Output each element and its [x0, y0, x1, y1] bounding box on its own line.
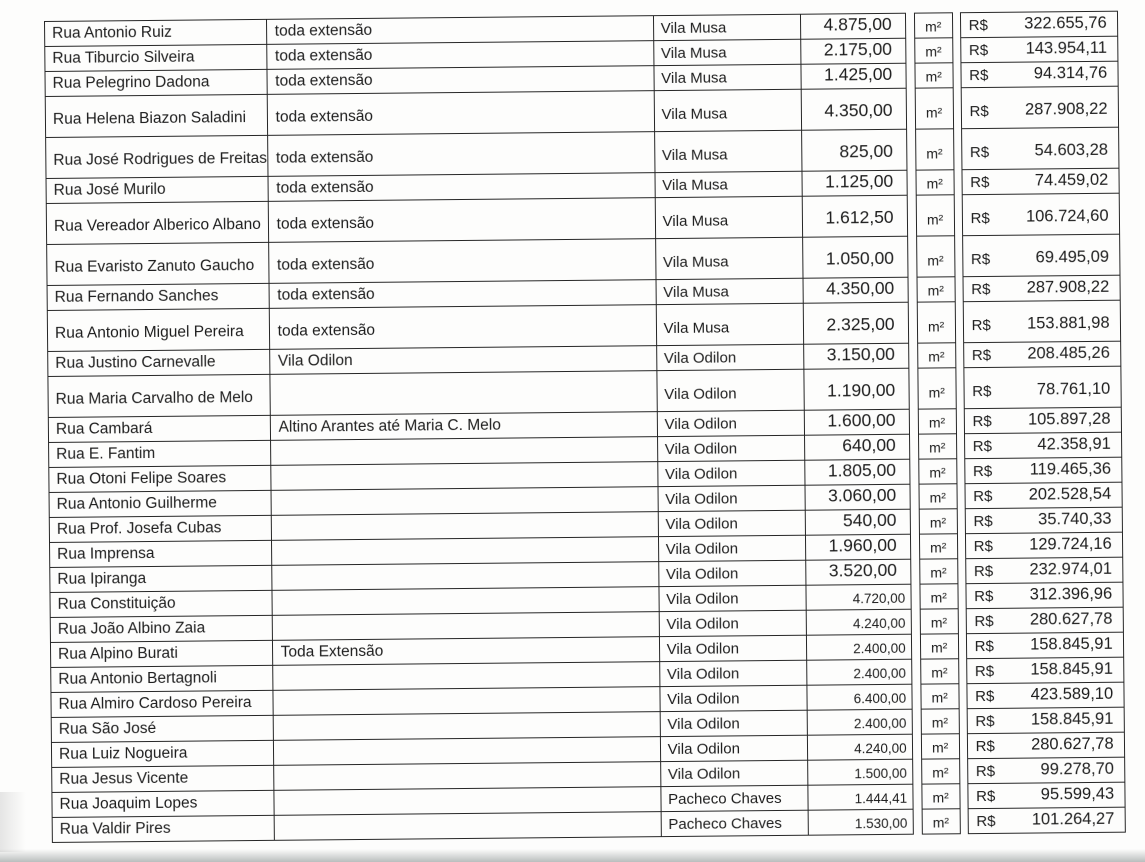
currency-value-cell	[967, 732, 1124, 759]
currency-value-cell	[962, 193, 1119, 236]
street-cell: Rua Valdir Pires	[52, 815, 274, 842]
currency-label: R$	[972, 412, 992, 431]
area-cell: 1.960,00	[805, 534, 910, 560]
extent-cell: toda extensão	[267, 66, 654, 95]
table-row	[967, 732, 1124, 759]
value-label: 105.897,28	[1027, 409, 1111, 429]
area-cell: 4.350,00	[803, 277, 908, 303]
district-cell: Vila Odilon	[656, 344, 803, 370]
area-cell: 1.125,00	[802, 170, 907, 196]
main-table-body	[45, 13, 914, 842]
table-row	[965, 507, 1122, 534]
street-cell: Rua Luiz Nogueira	[51, 740, 273, 767]
unit-cell: m²	[920, 659, 958, 684]
unit-cell: m²	[918, 459, 956, 484]
unit-cell: m²	[919, 484, 957, 509]
currency-label: R$	[974, 587, 994, 606]
value-label: 280.627,78	[1029, 609, 1113, 629]
value-label: 35.740,33	[1038, 509, 1112, 529]
currency-value-cell	[968, 807, 1125, 834]
extent-cell	[271, 537, 658, 566]
unit-cell: m²	[915, 88, 953, 129]
street-cell: Rua Joaquim Lopes	[52, 790, 274, 817]
value-label: 287.908,22	[1026, 277, 1110, 297]
area-cell: 2.325,00	[803, 302, 908, 344]
extent-cell: toda extensão	[268, 239, 655, 284]
extent-cell	[271, 487, 658, 516]
currency-label: R$	[974, 662, 995, 681]
currency-label: R$	[968, 16, 989, 35]
area-cell: 1.444,41	[808, 784, 913, 810]
table-row	[962, 168, 1119, 195]
unit-cell: m²	[914, 13, 952, 38]
extent-cell: toda extensão	[269, 305, 656, 350]
unit-cell: m²	[920, 609, 958, 634]
unit-cell: m²	[917, 277, 955, 302]
area-cell: 4.240,00	[807, 734, 912, 760]
street-cell: Rua Antonio Miguel Pereira	[47, 308, 269, 351]
table-row	[966, 607, 1123, 634]
currency-label: R$	[974, 637, 994, 656]
currency-label: R$	[972, 382, 992, 401]
streets-main-table	[44, 13, 914, 843]
value-label: 158.845,91	[1030, 659, 1114, 679]
currency-label: R$	[970, 250, 991, 269]
value-label: 232.974,01	[1029, 559, 1113, 579]
table-row	[921, 684, 959, 709]
value-label: 119.465,36	[1029, 459, 1112, 479]
table-row	[963, 341, 1120, 368]
extent-cell	[273, 737, 660, 766]
table-row	[917, 302, 955, 343]
currency-label: R$	[975, 712, 995, 731]
area-cell: 2.400,00	[806, 634, 911, 660]
table-row	[918, 459, 956, 484]
unit-cell: m²	[919, 509, 957, 534]
table-row	[914, 38, 952, 63]
table-row	[916, 195, 954, 236]
value-label: 208.485,26	[1027, 343, 1110, 363]
currency-label: R$	[971, 280, 991, 299]
table-row	[920, 584, 958, 609]
street-cell: Rua Cambará	[48, 415, 270, 442]
value-label: 54.603,28	[1034, 140, 1109, 160]
table-row	[967, 757, 1124, 784]
district-cell: Vila Odilon	[657, 410, 804, 436]
currency-value-cell	[966, 607, 1123, 634]
district-cell: Vila Odilon	[660, 685, 807, 711]
value-label: 42.358,91	[1037, 434, 1111, 454]
table-row	[920, 634, 958, 659]
unit-cell: m²	[921, 734, 959, 759]
table-row	[921, 759, 959, 784]
currency-value-cell	[962, 234, 1119, 277]
extent-cell: toda extensão	[267, 132, 654, 177]
district-cell: Vila Musa	[653, 14, 800, 40]
street-cell: Rua Otoni Felipe Soares	[49, 465, 271, 492]
value-label: 99.278,70	[1040, 759, 1114, 779]
table-row	[967, 682, 1124, 709]
currency-value-cell	[967, 757, 1124, 784]
currency-value-cell	[962, 168, 1119, 195]
district-cell: Vila Musa	[655, 237, 802, 279]
unit-cell: m²	[921, 709, 959, 734]
extent-cell	[271, 512, 658, 541]
table-row	[918, 434, 956, 459]
street-cell: Rua Ipiranga	[50, 565, 272, 592]
scan-edge-smudge	[0, 792, 26, 852]
currency-label: R$	[973, 562, 994, 581]
currency-value-cell	[963, 275, 1120, 302]
value-label: 158.845,91	[1030, 709, 1114, 729]
table-row	[920, 659, 958, 684]
currency-label: R$	[975, 762, 996, 781]
currency-value-cell	[964, 366, 1121, 409]
value-table-body	[960, 11, 1125, 833]
currency-label: R$	[968, 41, 989, 60]
area-cell: 3.520,00	[805, 559, 910, 585]
street-cell: Rua Justino Carnevalle	[48, 349, 270, 376]
unit-cell: m²	[921, 759, 959, 784]
unit-table-body	[914, 13, 960, 834]
table-row	[919, 484, 957, 509]
unit-cell: m²	[914, 38, 952, 63]
extent-cell	[273, 712, 660, 741]
street-cell: Rua Imprensa	[50, 540, 272, 567]
street-cell: Rua Vereador Alberico Albano	[46, 201, 268, 244]
table-row	[915, 88, 953, 129]
currency-value-cell	[960, 36, 1117, 63]
extent-cell	[270, 437, 657, 466]
area-cell: 1.425,00	[801, 63, 906, 89]
currency-label: R$	[973, 512, 993, 531]
value-label: 287.908,22	[1024, 99, 1108, 119]
district-cell: Vila Musa	[656, 303, 803, 345]
street-cell: Rua José Rodrigues de Freitas	[46, 135, 268, 178]
currency-value-cell	[960, 11, 1117, 38]
street-cell: Rua E. Fantim	[49, 440, 271, 467]
area-cell: 4.350,00	[801, 88, 906, 130]
extent-cell	[270, 462, 657, 491]
currency-value-cell	[965, 557, 1122, 584]
table-row	[915, 63, 953, 88]
value-label: 69.495,09	[1035, 247, 1110, 267]
area-cell: 1.600,00	[804, 409, 909, 435]
area-cell: 4.875,00	[800, 13, 905, 39]
table-row	[962, 193, 1119, 236]
unit-column-table	[914, 12, 961, 834]
table-row	[965, 482, 1122, 509]
district-cell: Vila Odilon	[658, 535, 805, 561]
table-row	[916, 170, 954, 195]
unit-cell: m²	[917, 302, 955, 343]
district-cell: Vila Musa	[655, 171, 802, 197]
currency-value-cell	[965, 507, 1122, 534]
scan-bottom-shadow	[0, 849, 1145, 862]
unit-cell: m²	[916, 170, 954, 195]
currency-label: R$	[970, 173, 990, 192]
district-cell: Vila Musa	[654, 64, 801, 90]
value-label: 106.724,60	[1025, 206, 1109, 226]
unit-cell: m²	[920, 634, 958, 659]
value-label: 129.724,16	[1029, 534, 1112, 554]
currency-value-cell	[967, 707, 1124, 734]
area-cell: 1.612,50	[802, 195, 907, 237]
unit-cell: m²	[917, 343, 955, 368]
value-label: 143.954,11	[1025, 38, 1108, 58]
district-cell: Vila Odilon	[659, 635, 806, 661]
area-cell: 3.060,00	[805, 484, 910, 510]
table-row	[965, 557, 1122, 584]
extent-cell	[274, 787, 661, 816]
district-cell: Pacheco Chaves	[661, 785, 808, 811]
table-row	[964, 407, 1121, 434]
street-cell: Rua Tiburcio Silveira	[45, 44, 267, 71]
currency-value-cell	[964, 457, 1121, 484]
area-cell: 2.400,00	[806, 659, 911, 685]
value-label: 95.599,43	[1040, 784, 1115, 804]
table-row	[918, 409, 956, 434]
street-cell: Rua Antonio Guilherme	[49, 490, 271, 517]
extent-cell	[272, 587, 659, 616]
district-cell: Vila Odilon	[657, 460, 804, 486]
table-row	[966, 582, 1123, 609]
table-row	[916, 236, 954, 277]
area-cell: 2.175,00	[800, 38, 905, 64]
district-cell: Vila Musa	[653, 39, 800, 65]
currency-label: R$	[975, 687, 995, 706]
unit-cell: m²	[922, 809, 960, 834]
currency-label: R$	[974, 612, 994, 631]
table-row	[919, 559, 957, 584]
table-row	[961, 61, 1118, 88]
value-label: 78.761,10	[1036, 379, 1111, 399]
unit-cell: m²	[915, 129, 953, 170]
currency-label: R$	[972, 462, 993, 481]
district-cell: Vila Musa	[656, 278, 803, 304]
district-cell: Vila Musa	[654, 130, 801, 172]
district-cell: Vila Odilon	[658, 560, 805, 586]
extent-cell: Toda Extensão	[272, 637, 659, 666]
extent-cell: toda extensão	[266, 41, 653, 70]
currency-value-cell	[961, 86, 1118, 129]
area-cell: 1.530,00	[808, 809, 913, 835]
table-row	[960, 11, 1117, 38]
currency-value-cell	[961, 61, 1118, 88]
table-row	[919, 534, 957, 559]
extent-cell	[272, 662, 659, 691]
area-cell: 1.190,00	[804, 368, 909, 410]
value-label: 94.314,76	[1033, 63, 1108, 83]
street-cell: Rua Maria Carvalho de Melo	[48, 374, 270, 417]
district-cell: Vila Musa	[654, 89, 801, 131]
district-cell: Vila Odilon	[659, 585, 806, 611]
currency-label: R$	[976, 812, 996, 831]
street-cell: Rua Pelegrino Dadona	[45, 69, 267, 96]
district-cell: Vila Musa	[655, 196, 802, 238]
unit-cell: m²	[918, 409, 956, 434]
scanned-table	[44, 11, 1126, 843]
currency-label: R$	[973, 487, 993, 506]
district-cell: Vila Odilon	[657, 435, 804, 461]
area-cell: 1.805,00	[804, 459, 909, 485]
currency-label: R$	[969, 102, 989, 121]
street-cell: Rua Antonio Bertagnoli	[51, 665, 273, 692]
area-cell: 4.240,00	[806, 609, 911, 635]
currency-value-cell	[968, 782, 1125, 809]
value-label: 101.264,27	[1031, 809, 1115, 829]
area-cell: 540,00	[805, 509, 910, 535]
table-row	[961, 86, 1118, 129]
table-row	[968, 807, 1125, 834]
district-cell: Vila Odilon	[657, 369, 804, 411]
extent-cell: Altino Arantes até Maria C. Melo	[270, 412, 657, 441]
street-cell: Rua Almiro Cardoso Pereira	[51, 690, 273, 717]
unit-cell: m²	[920, 584, 958, 609]
extent-cell	[273, 687, 660, 716]
value-label: 74.459,02	[1034, 170, 1109, 190]
district-cell: Vila Odilon	[660, 710, 807, 736]
table-row	[922, 784, 960, 809]
value-label: 312.396,96	[1029, 584, 1113, 604]
extent-cell	[274, 812, 661, 841]
district-cell: Pacheco Chaves	[661, 810, 808, 836]
extent-cell: toda extensão	[266, 16, 653, 45]
extent-cell: Vila Odilon	[269, 346, 656, 375]
extent-cell	[271, 562, 658, 591]
value-label: 202.528,54	[1028, 484, 1112, 504]
area-cell: 3.150,00	[803, 343, 908, 369]
table-row	[915, 129, 953, 170]
table-row	[964, 432, 1121, 459]
table-row	[966, 657, 1123, 684]
unit-cell: m²	[916, 195, 954, 236]
table-row	[961, 127, 1118, 170]
unit-cell: m²	[918, 434, 956, 459]
currency-value-cell	[964, 432, 1121, 459]
table-row	[917, 343, 955, 368]
currency-label: R$	[972, 437, 993, 456]
extent-cell	[270, 371, 657, 416]
extent-cell: toda extensão	[268, 198, 655, 243]
currency-value-cell	[964, 407, 1121, 434]
table-row	[963, 300, 1120, 343]
value-label: 423.589,10	[1030, 684, 1114, 704]
table-row	[962, 234, 1119, 277]
table-row	[921, 734, 959, 759]
area-cell: 2.400,00	[807, 709, 912, 735]
table-row	[964, 457, 1121, 484]
table-row	[918, 368, 956, 409]
table-row	[919, 509, 957, 534]
area-cell: 825,00	[801, 129, 906, 171]
currency-value-cell	[963, 341, 1120, 368]
extent-cell: toda extensão	[267, 91, 654, 136]
area-cell: 1.050,00	[802, 236, 907, 278]
street-cell: Rua Prof. Josefa Cubas	[49, 515, 271, 542]
unit-cell: m²	[919, 534, 957, 559]
currency-value-cell	[965, 482, 1122, 509]
currency-label: R$	[969, 143, 990, 162]
currency-value-cell	[966, 582, 1123, 609]
table-row	[967, 707, 1124, 734]
street-cell: Rua Jesus Vicente	[52, 765, 274, 792]
value-label: 280.627,78	[1030, 734, 1114, 754]
area-cell: 1.500,00	[807, 759, 912, 785]
street-cell: Rua Fernando Sanches	[47, 283, 269, 310]
value-column-table	[960, 11, 1126, 834]
currency-value-cell	[961, 127, 1118, 170]
table-row	[960, 36, 1117, 63]
unit-cell: m²	[922, 784, 960, 809]
area-cell: 4.720,00	[806, 584, 911, 610]
area-cell: 640,00	[804, 434, 909, 460]
table-row	[922, 809, 960, 834]
currency-value-cell	[965, 532, 1122, 559]
street-cell: Rua Antonio Ruiz	[45, 19, 267, 46]
currency-label: R$	[970, 209, 990, 228]
district-cell: Vila Odilon	[660, 735, 807, 761]
value-label: 158.845,91	[1030, 634, 1113, 654]
table-row	[921, 709, 959, 734]
street-cell: Rua Helena Biazon Saladini	[45, 94, 267, 137]
street-cell: Rua José Murilo	[46, 176, 268, 203]
extent-cell: toda extensão	[269, 280, 656, 309]
district-cell: Vila Odilon	[660, 760, 807, 786]
area-cell: 6.400,00	[807, 684, 912, 710]
currency-value-cell	[963, 300, 1120, 343]
unit-cell: m²	[918, 368, 956, 409]
street-cell: Rua João Albino Zaia	[50, 615, 272, 642]
currency-value-cell	[967, 682, 1124, 709]
table-row	[966, 632, 1123, 659]
district-cell: Vila Odilon	[659, 660, 806, 686]
table-row	[965, 532, 1122, 559]
value-label: 153.881,98	[1026, 313, 1110, 333]
currency-value-cell	[966, 657, 1123, 684]
district-cell: Vila Odilon	[658, 485, 805, 511]
currency-label: R$	[973, 537, 994, 556]
extent-cell	[272, 612, 659, 641]
extent-cell: toda extensão	[268, 173, 655, 202]
table-row	[914, 13, 952, 38]
table-row	[963, 275, 1120, 302]
table-row	[920, 609, 958, 634]
table-row	[968, 782, 1125, 809]
currency-value-cell	[966, 632, 1123, 659]
district-cell: Vila Odilon	[659, 610, 806, 636]
street-cell: Rua Evaristo Zanuto Gaucho	[47, 242, 269, 285]
street-cell: Rua Alpino Burati	[50, 640, 272, 667]
currency-label: R$	[969, 66, 989, 85]
table-row	[964, 366, 1121, 409]
unit-cell: m²	[915, 63, 953, 88]
table-row	[917, 277, 955, 302]
unit-cell: m²	[921, 684, 959, 709]
currency-label: R$	[971, 346, 992, 365]
extent-cell	[273, 762, 660, 791]
unit-cell: m²	[919, 559, 957, 584]
currency-label: R$	[971, 316, 991, 335]
currency-label: R$	[976, 787, 996, 806]
value-label: 322.655,76	[1024, 13, 1107, 33]
currency-label: R$	[975, 737, 995, 756]
district-cell: Vila Odilon	[658, 510, 805, 536]
street-cell: Rua São José	[51, 715, 273, 742]
unit-cell: m²	[916, 236, 954, 277]
street-cell: Rua Constituição	[50, 590, 272, 617]
